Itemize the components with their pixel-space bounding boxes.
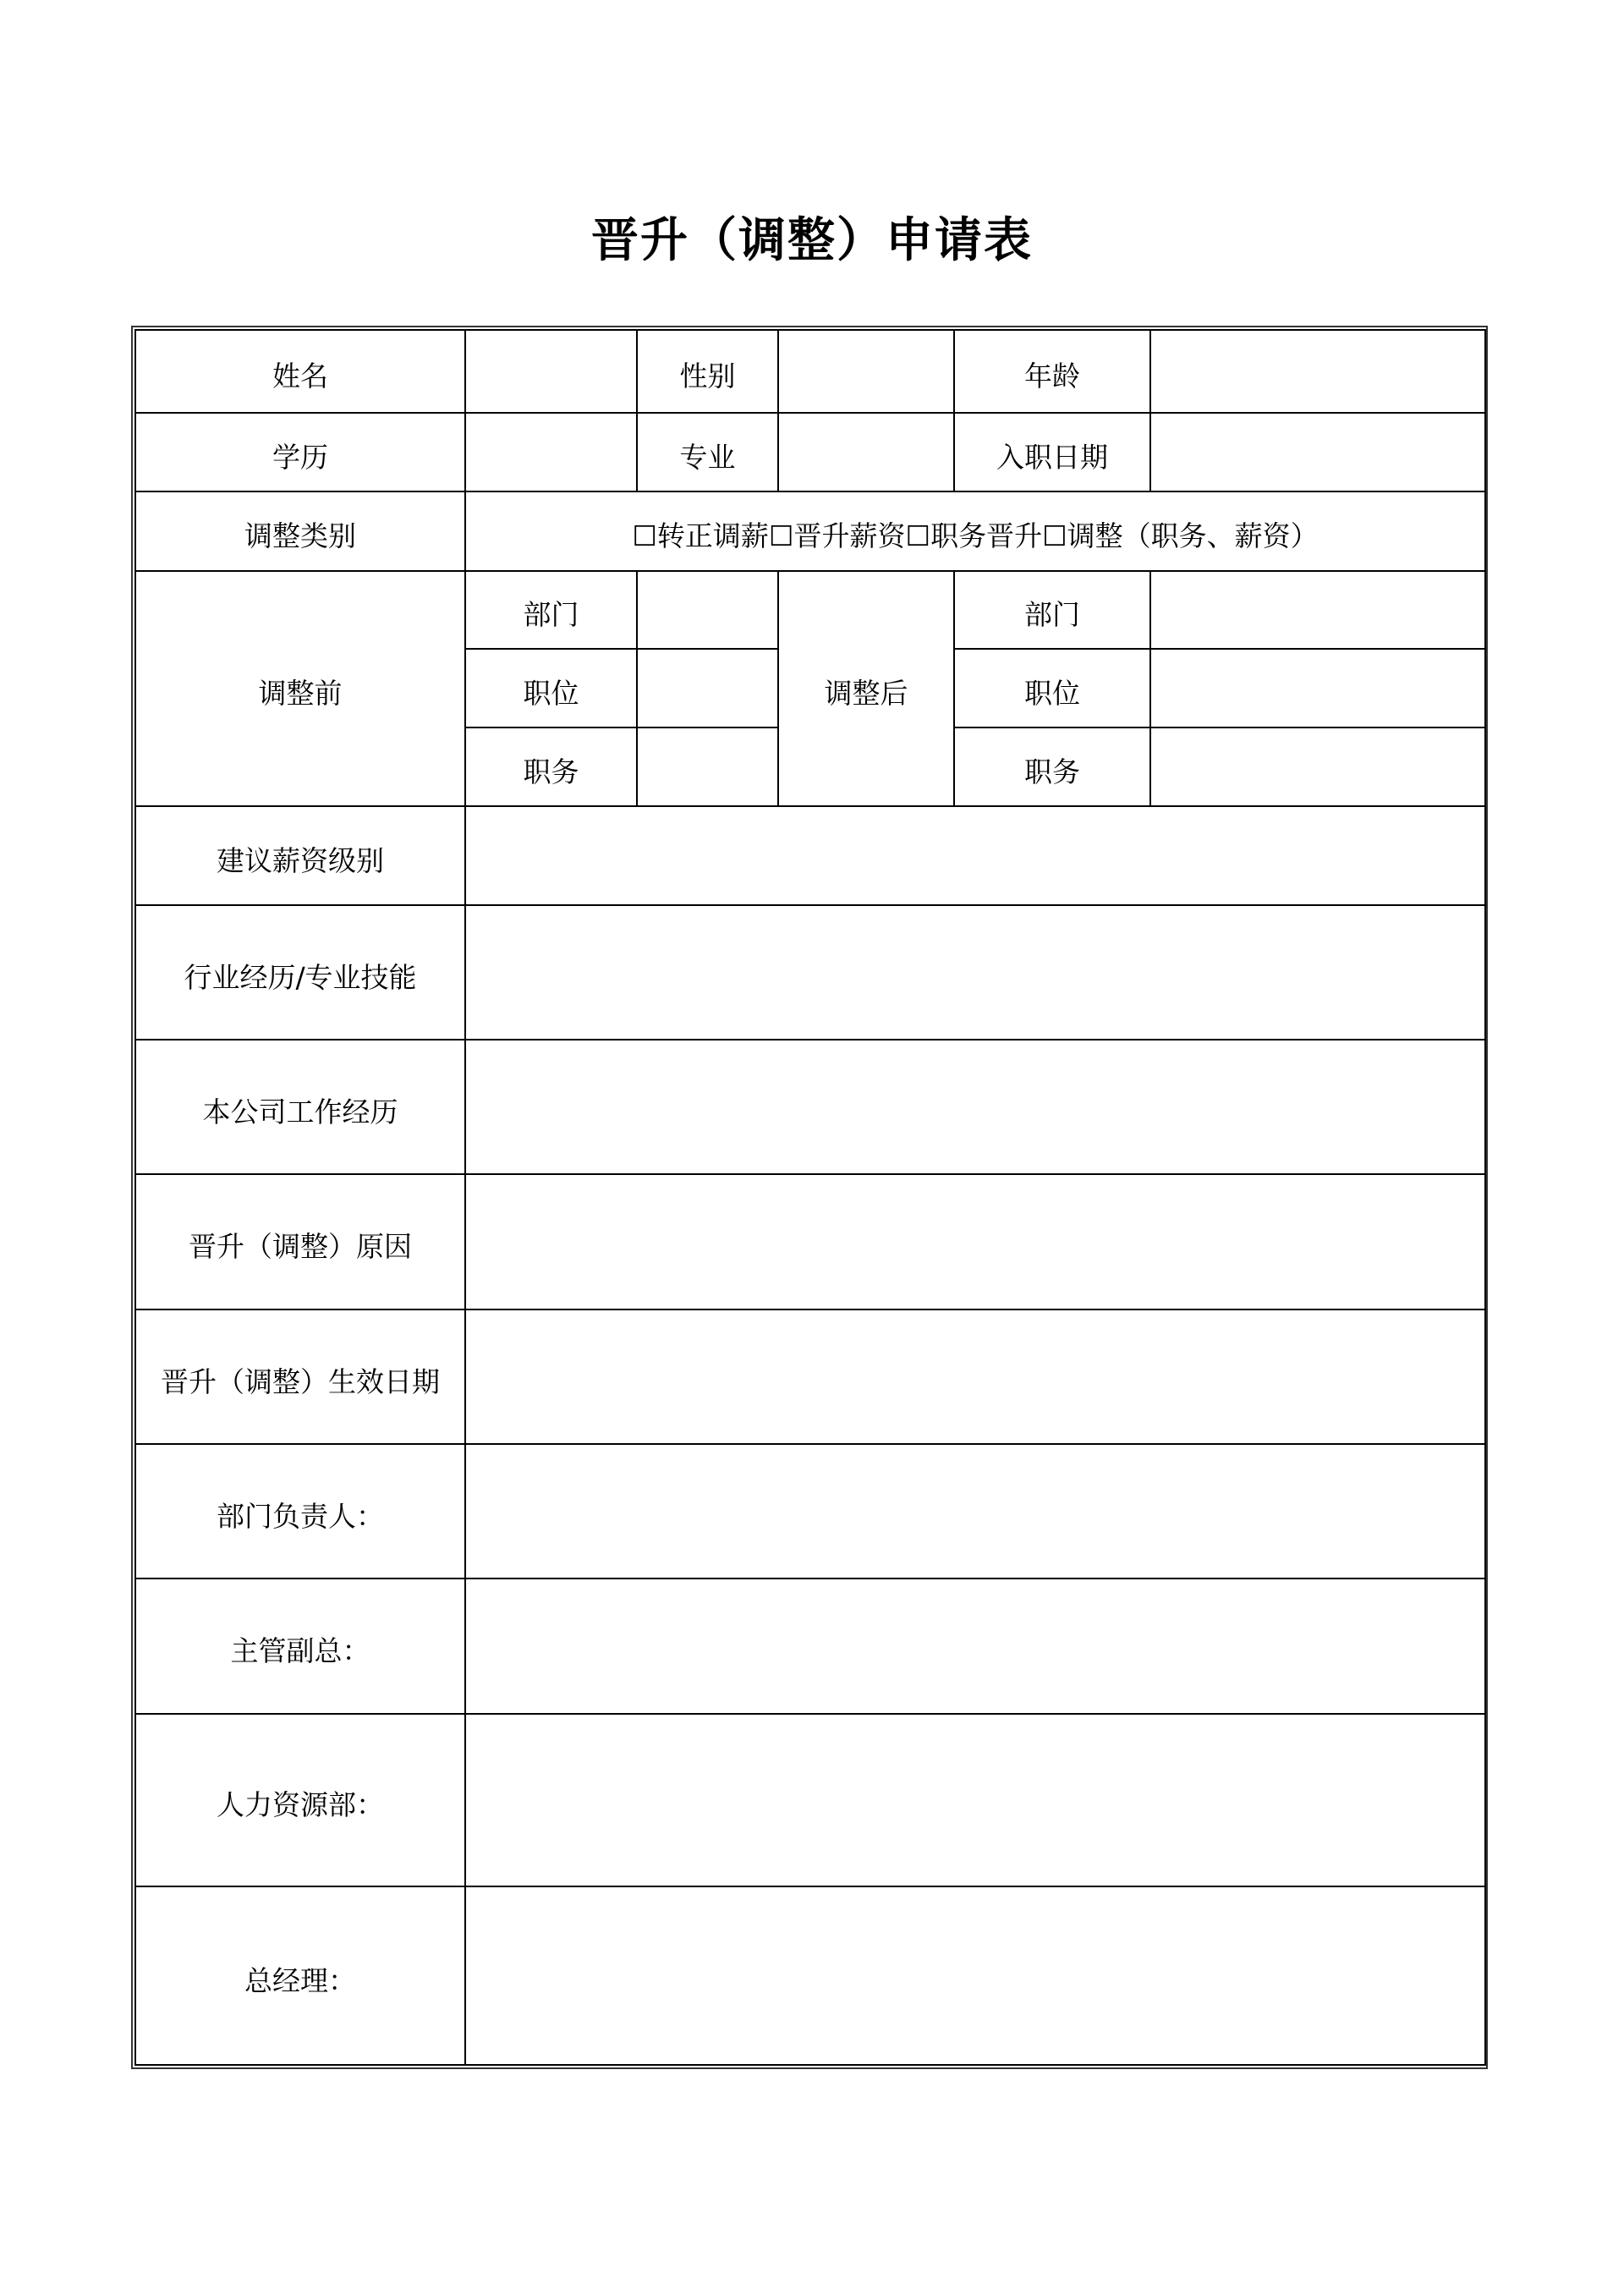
row-vp [135, 1578, 1485, 1713]
row-gm [135, 1886, 1485, 2065]
row-hr [135, 1714, 1485, 1886]
hire-date-label: 入职日期 [954, 413, 1150, 491]
name-field[interactable] [465, 330, 637, 413]
row-basic-info-1 [135, 330, 1485, 413]
before-position-field[interactable] [637, 649, 778, 727]
gender-label: 性别 [637, 330, 778, 413]
hr-field[interactable] [465, 1714, 1485, 1886]
row-adjust-category [135, 491, 1485, 570]
row-salary-level [135, 806, 1485, 904]
row-dept-head [135, 1444, 1485, 1578]
after-position-field[interactable] [1150, 649, 1485, 727]
reason-label: 晋升（调整）原因 [135, 1174, 465, 1309]
major-field[interactable] [778, 413, 954, 491]
company-experience-label: 本公司工作经历 [135, 1040, 465, 1174]
row-company-experience [135, 1040, 1485, 1174]
effective-date-field[interactable] [465, 1309, 1485, 1444]
before-department-label: 部门 [465, 571, 637, 649]
row-basic-info-2 [135, 413, 1485, 491]
gm-label: 总经理： [135, 1886, 465, 2065]
salary-level-label: 建议薪资级别 [135, 806, 465, 904]
after-adjust-label: 调整后 [778, 571, 954, 807]
vp-label: 主管副总： [135, 1578, 465, 1713]
after-department-field[interactable] [1150, 571, 1485, 649]
effective-date-label: 晋升（调整）生效日期 [135, 1309, 465, 1444]
after-duty-label: 职务 [954, 727, 1150, 806]
adjust-category-label: 调整类别 [135, 491, 465, 570]
reason-field[interactable] [465, 1174, 1485, 1309]
adjust-category-options[interactable]: ☐转正调薪☐晋升薪资☐职务晋升☐调整（职务、薪资） [465, 491, 1485, 570]
name-label: 姓名 [135, 330, 465, 413]
hire-date-field[interactable] [1150, 413, 1485, 491]
major-label: 专业 [637, 413, 778, 491]
gm-field[interactable] [465, 1886, 1485, 2065]
dept-head-label: 部门负责人： [135, 1444, 465, 1578]
vp-field[interactable] [465, 1578, 1485, 1713]
row-department [135, 571, 1485, 649]
education-field[interactable] [465, 413, 637, 491]
before-duty-field[interactable] [637, 727, 778, 806]
row-reason [135, 1174, 1485, 1309]
hr-label: 人力资源部： [135, 1714, 465, 1886]
application-form-table [134, 329, 1486, 2066]
salary-level-field[interactable] [465, 806, 1485, 904]
row-industry-experience [135, 905, 1485, 1040]
gender-field[interactable] [778, 330, 954, 413]
company-experience-field[interactable] [465, 1040, 1485, 1174]
before-duty-label: 职务 [465, 727, 637, 806]
industry-experience-label: 行业经历/专业技能 [135, 905, 465, 1040]
age-field[interactable] [1150, 330, 1485, 413]
dept-head-field[interactable] [465, 1444, 1485, 1578]
age-label: 年龄 [954, 330, 1150, 413]
after-duty-field[interactable] [1150, 727, 1485, 806]
industry-experience-field[interactable] [465, 905, 1485, 1040]
row-effective-date [135, 1309, 1485, 1444]
before-position-label: 职位 [465, 649, 637, 727]
before-adjust-label: 调整前 [135, 571, 465, 807]
education-label: 学历 [135, 413, 465, 491]
after-position-label: 职位 [954, 649, 1150, 727]
page-title: 晋升（调整）申请表 [591, 213, 1033, 268]
before-department-field[interactable] [637, 571, 778, 649]
after-department-label: 部门 [954, 571, 1150, 649]
